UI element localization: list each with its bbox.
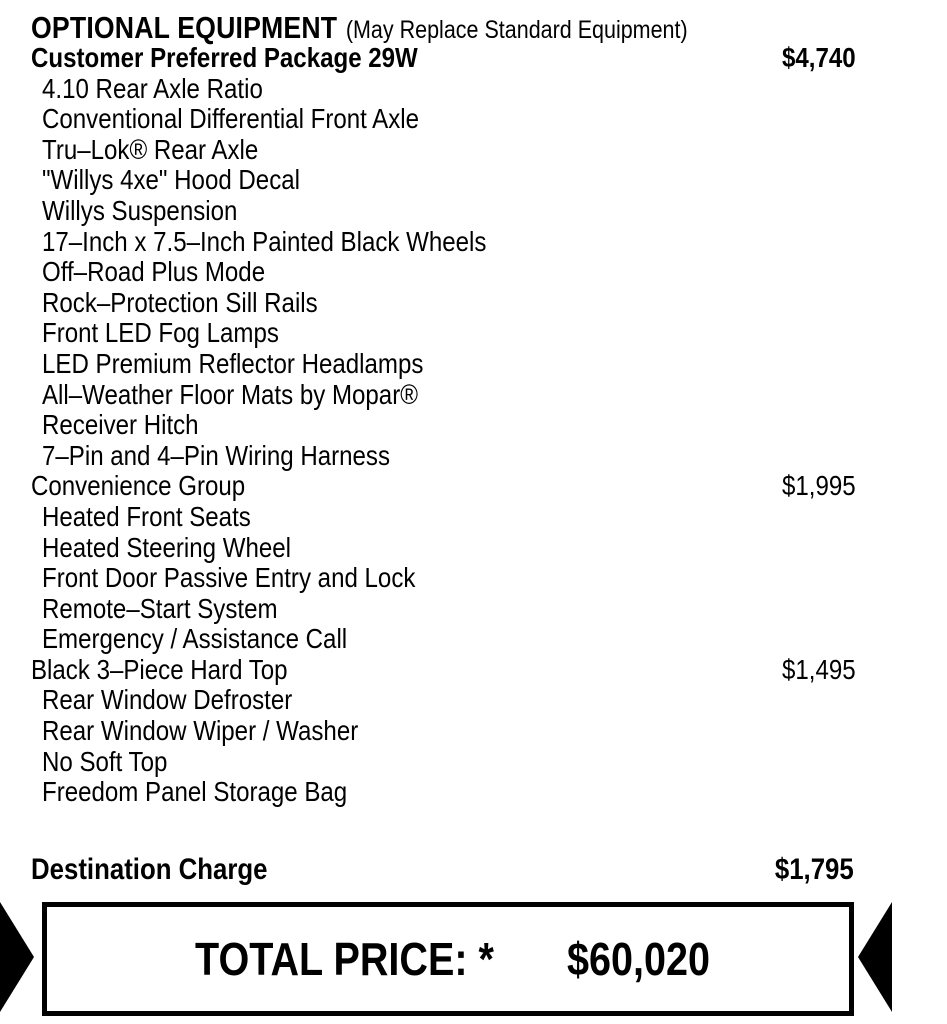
equipment-item: 4.10 Rear Axle Ratio (42, 72, 263, 104)
list-item (0, 563, 947, 594)
equipment-item: Rear Window Wiper / Washer (42, 715, 359, 747)
section-note: (May Replace Standard Equipment) (345, 16, 688, 44)
equipment-item: Off–Road Plus Mode (42, 256, 266, 288)
list-item (0, 318, 947, 349)
list-item (0, 410, 947, 441)
list-item (0, 716, 947, 747)
equipment-item: Freedom Panel Storage Bag (42, 776, 348, 808)
list-item (0, 747, 947, 778)
package-price: $4,740 (782, 42, 856, 73)
equipment-item: Willys Suspension (42, 194, 238, 226)
list-item (0, 533, 947, 564)
package-price: $1,495 (782, 653, 856, 685)
package-name: Black 3–Piece Hard Top (31, 653, 288, 685)
list-item (0, 227, 947, 258)
list-item (0, 74, 947, 105)
list-item (0, 685, 947, 716)
equipment-item: Heated Front Seats (42, 500, 251, 532)
equipment-item: Emergency / Assistance Call (42, 623, 348, 655)
package-row (0, 471, 947, 502)
equipment-list (0, 43, 947, 808)
equipment-item: 7–Pin and 4–Pin Wiring Harness (42, 439, 391, 471)
list-item (0, 196, 947, 227)
equipment-item: Front LED Fog Lamps (42, 317, 279, 349)
equipment-item: Rear Window Defroster (42, 684, 293, 716)
section-title: OPTIONAL EQUIPMENT (31, 10, 338, 45)
equipment-item: Tru–Lok® Rear Axle (42, 133, 259, 165)
total-price-value: $60,020 (567, 933, 711, 985)
package-name: Convenience Group (31, 470, 246, 502)
equipment-item: Front Door Passive Entry and Lock (42, 562, 416, 594)
list-item (0, 288, 947, 319)
package-name: Customer Preferred Package 29W (31, 42, 418, 73)
equipment-item: Heated Steering Wheel (42, 531, 291, 563)
section-header (31, 10, 688, 46)
package-price: $1,995 (782, 470, 856, 502)
list-item (0, 349, 947, 380)
list-item (0, 624, 947, 655)
left-pointer-icon (0, 902, 34, 1012)
list-item (0, 257, 947, 288)
equipment-item: Receiver Hitch (42, 409, 199, 441)
destination-charge-row (0, 852, 947, 888)
package-row (0, 43, 947, 74)
equipment-item: 17–Inch x 7.5–Inch Painted Black Wheels (42, 225, 487, 257)
list-item (0, 502, 947, 533)
total-price-label: TOTAL PRICE: * (195, 933, 494, 985)
list-item (0, 135, 947, 166)
list-item (0, 777, 947, 808)
equipment-item: LED Premium Reflector Headlamps (42, 347, 424, 379)
list-item (0, 104, 947, 135)
equipment-item: Remote–Start System (42, 592, 278, 624)
equipment-item: No Soft Top (42, 745, 168, 777)
list-item (0, 441, 947, 472)
package-row (0, 655, 947, 686)
equipment-item: All–Weather Floor Mats by Mopar® (42, 378, 418, 410)
right-pointer-icon (858, 902, 892, 1012)
equipment-item: Rock–Protection Sill Rails (42, 286, 318, 318)
list-item (0, 594, 947, 625)
list-item (0, 380, 947, 411)
equipment-item: "Willys 4xe" Hood Decal (42, 164, 300, 196)
destination-charge-label: Destination Charge (31, 853, 268, 886)
total-price-box (42, 902, 854, 1016)
equipment-item: Conventional Differential Front Axle (42, 103, 420, 135)
destination-charge-price: $1,795 (775, 853, 854, 886)
list-item (0, 165, 947, 196)
